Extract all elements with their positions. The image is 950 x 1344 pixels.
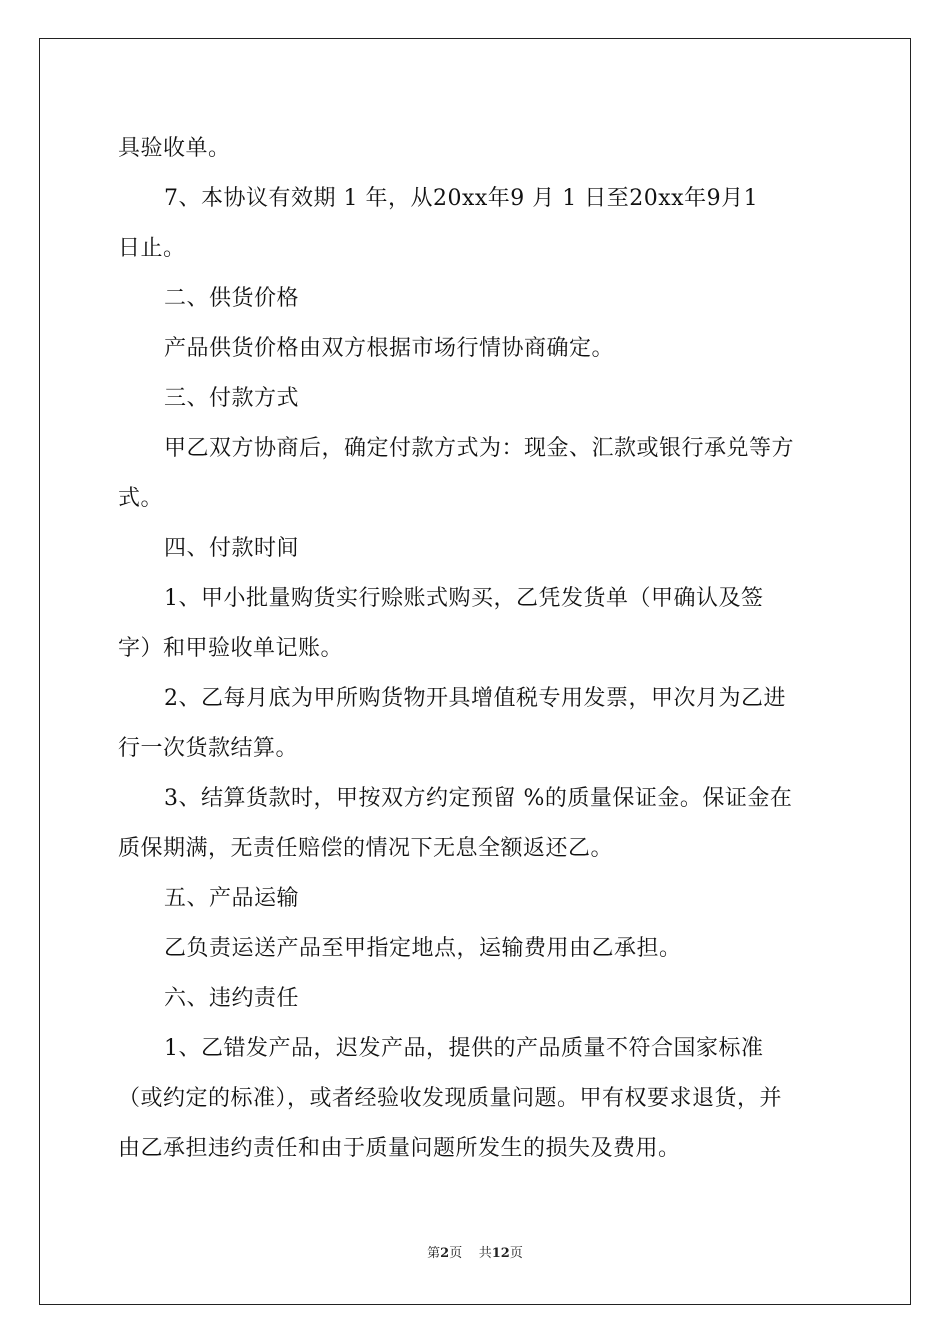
text-line: 质保期满，无责任赔偿的情况下无息全额返还乙。 bbox=[118, 836, 614, 861]
text-line: 2、乙每月底为甲所购货物开具增值税专用发票，甲次月为乙进 bbox=[164, 686, 786, 711]
section-heading: 五、产品运输 bbox=[164, 886, 300, 911]
section-heading: 二、供货价格 bbox=[164, 286, 300, 311]
text-line: 产品供货价格由双方根据市场行情协商确定。 bbox=[164, 336, 615, 361]
page-total: 12 bbox=[491, 1246, 510, 1261]
page-prefix: 第 bbox=[427, 1246, 441, 1261]
text-line: 甲乙双方协商后，确定付款方式为：现金、汇款或银行承兑等方 bbox=[164, 436, 795, 461]
page-footer bbox=[0, 1245, 950, 1263]
text-line: 1、乙错发产品，迟发产品，提供的产品质量不符合国家标准 bbox=[164, 1036, 764, 1061]
total-prefix: 共 bbox=[478, 1246, 492, 1261]
section-heading: 四、付款时间 bbox=[164, 536, 300, 561]
page-border bbox=[39, 38, 911, 1305]
text-line: 式。 bbox=[118, 486, 164, 511]
section-heading: 三、付款方式 bbox=[164, 386, 300, 411]
text-line: 由乙承担违约责任和由于质量问题所发生的损失及费用。 bbox=[118, 1136, 681, 1161]
text-line: 日止。 bbox=[118, 236, 186, 261]
total-suffix: 页 bbox=[509, 1246, 523, 1261]
page-suffix: 页 bbox=[449, 1246, 463, 1261]
text-line: 乙负责运送产品至甲指定地点，运输费用由乙承担。 bbox=[164, 936, 682, 961]
text-line: 3、结算货款时，甲按双方约定预留 %的质量保证金。保证金在 bbox=[164, 786, 793, 811]
text-line: 1、甲小批量购货实行赊账式购买，乙凭发货单（甲确认及签 bbox=[164, 586, 764, 611]
section-heading: 六、违约责任 bbox=[164, 986, 300, 1011]
text-line: （或约定的标准），或者经验收发现质量问题。甲有权要求退货，并 bbox=[118, 1086, 783, 1111]
text-line: 7、本协议有效期 1 年，从20xx年9 月 1 日至20xx年9月1 bbox=[164, 186, 759, 211]
text-line: 行一次货款结算。 bbox=[118, 736, 299, 761]
text-line: 字）和甲验收单记账。 bbox=[118, 636, 344, 661]
page-current: 2 bbox=[440, 1246, 450, 1261]
text-line: 具验收单。 bbox=[118, 136, 231, 161]
